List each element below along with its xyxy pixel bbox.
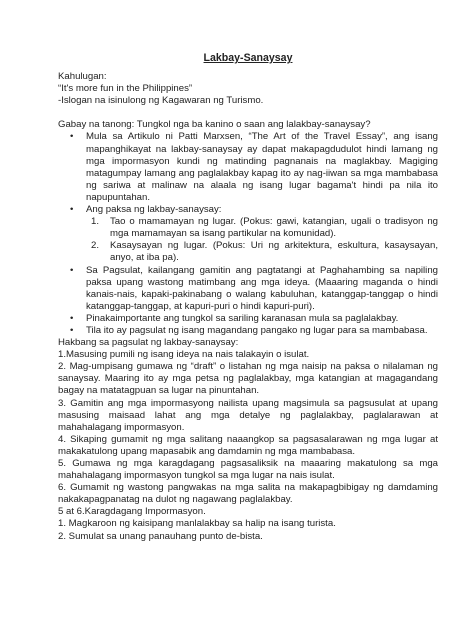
hakbang-step: 4. Sikaping gumamit ng mga salitang naaangkop sa pagsasalarawan ng mga lugar at makakatulong upang mapasabik ang damdamin ng mga mambabasa. — [58, 433, 438, 457]
hakbang-step: 6. Gumamit ng wastong pangwakas na mga salita na makapagbibigay ng damdaming nakakapagpanatag na dulot ng nagawang paglalakbay. — [58, 482, 438, 506]
kahulugan-source: -Islogan na isinulong ng Kagawaran ng Turismo. — [58, 95, 264, 107]
bullet-text: Ang paksa ng lakbay-sanaysay: — [86, 204, 222, 216]
paksa-number: 1. — [91, 216, 100, 228]
bullet-text: Tila ito ay pagsulat ng isang magandang pangako ng lugar para sa mambabasa. — [86, 324, 428, 336]
bullet-item-marxsen — [58, 131, 438, 204]
hakbang-step: 3. Gamitin ang mga impormasyong nailista upang magsimula sa pagsusulat at upang masusing maisaad lahat ang mga detalye ng paglalakbay, paglalarawan at mahahalagang impormasyon. — [58, 397, 438, 433]
paksa-item — [86, 216, 438, 240]
bullet-item-pagsulat — [58, 265, 438, 313]
paksa-item — [86, 240, 438, 264]
bullet-text: Sa Pagsulat, kailangang gamitin ang pagtatangi at Paghahambing sa napiling paksa upang wastong matimbang ang mga ideya. (Maaaring maganda o hindi kanais-nais, kapaki-pakinabang o walang kabuluhan, katanggap-tanggap o hindi katanggap-tanggap, at kapuri-puri o hindi kapuri-puri). — [86, 264, 438, 312]
kahulugan-label: Kahulugan: — [58, 71, 107, 83]
bullet-item-karanasan — [58, 313, 438, 325]
karagdagan-heading: 5 at 6.Karagdagang Impormasyon. — [58, 506, 206, 518]
karagdagan-item: 2. Sumulat sa unang panauhang punto de-bista. — [58, 530, 263, 542]
paksa-text: Tao o mamamayan ng lugar. (Pokus: gawi, katangian, ugali o tradisyon ng mga mamamayan sa isang partikular na komunidad). — [110, 216, 438, 240]
document-title: Lakbay-Sanaysay — [203, 52, 293, 64]
guide-question: Gabay na tanong: Tungkol nga ba kanino o saan ang lalakbay-sanaysay? — [58, 119, 371, 131]
bullet-text: Mula sa Artikulo ni Patti Marxsen, “The Art of the Travel Essay”, ang isang mapanghikayat na lakbay-sanaysay ay dapat makapagdudulot hindi lamang ng mga impormasyon kundi ng matinding pagnanais na maglakbay. Magiging matagumpay lamang ang paglalakbay kapag ito ay nag-iiwan sa mga mambabasa ng sariwa at malinaw na alaala ng isang lugar bagama't hindi pa nila ito napupuntahan. — [86, 131, 438, 203]
hakbang-step: 2. Mag-umpisang gumawa ng “draft” o listahan ng mga naisip na paksa o nilalaman ng sanaysay. Maaring ito ay mga petsa ng paglalakbay, mga katangian at magagandang bagay na matatagpuan sa lugar na pinuntahan. — [58, 361, 438, 397]
karagdagan-item: 1. Magkaroon ng kaisipang manlalakbay sa halip na isang turista. — [58, 518, 336, 530]
paksa-text: Kasaysayan ng lugar. (Pokus: Uri ng arkitektura, eskultura, kasaysayan, anyo, at iba pa). — [110, 240, 438, 264]
hakbang-step: 5. Gumawa ng mga karagdagang pagsasaliksik na maaaring makatulong sa mga mahahalagang impormasyon tungkol sa mga lugar na nais isulat. — [58, 458, 438, 482]
spacer — [58, 107, 438, 119]
hakbang-step: 1.Masusing pumili ng isang ideya na nais talakayin o isulat. — [58, 349, 310, 361]
hakbang-heading: Hakbang sa pagsulat ng lakbay-sanaysay: — [58, 337, 239, 349]
kahulugan-slogan: “It's more fun in the Philippines” — [58, 83, 193, 95]
paksa-list — [86, 216, 438, 264]
bullet-item-paksa — [58, 204, 438, 264]
paksa-number: 2. — [91, 240, 100, 252]
bullet-list — [58, 131, 438, 337]
bullet-text: Pinakaimportante ang tungkol sa sariling karanasan mula sa paglalakbay. — [86, 312, 399, 324]
bullet-item-pangako — [58, 325, 438, 337]
